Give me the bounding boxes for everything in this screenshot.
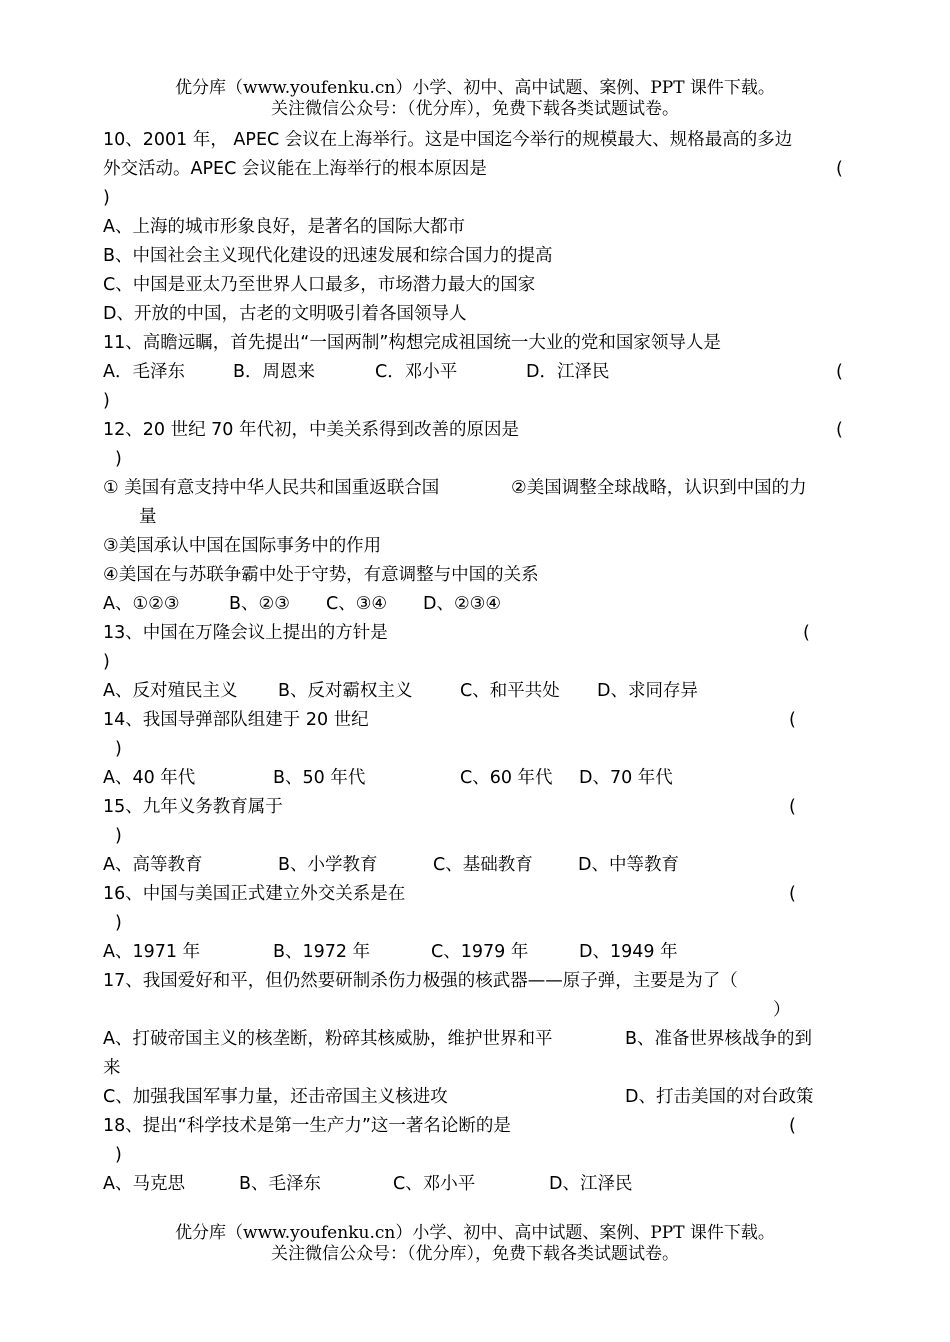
q13-option-d: D、求同存异 <box>597 681 698 701</box>
q16-paren-close: ) <box>115 913 122 933</box>
q13-stem <box>103 619 845 648</box>
q11-option-c: C．邓小平 <box>375 362 458 382</box>
q13-option-b: B、反对霸权主义 <box>278 681 413 701</box>
q17-paren-line <box>103 996 845 1025</box>
q14-option-c: C、60 年代 <box>460 768 553 788</box>
footer-line-2: 关注微信公众号：（优分库），免费下载各类试题试卷。 <box>271 1244 679 1264</box>
q15-stem-text: 15、九年义务教育属于 <box>103 797 283 817</box>
q12-paren-line <box>103 445 845 474</box>
q10-paren-close: ) <box>103 188 110 208</box>
q14-paren-open: ( <box>789 710 796 730</box>
q18-option-a: A、马克思 <box>103 1174 185 1194</box>
q17-option-c: C、加强我国军事力量，还击帝国主义核进攻 <box>103 1087 448 1107</box>
q10-option-a-text: A、上海的城市形象良好，是著名的国际大都市 <box>103 217 465 237</box>
q14-option-d: D、70 年代 <box>579 768 673 788</box>
q12-paren-close: ) <box>115 449 122 469</box>
q16-option-d: D、1949 年 <box>579 942 678 962</box>
q16-options <box>103 938 845 967</box>
q12-stem <box>103 416 845 445</box>
q10-stem-line-2 <box>103 155 845 184</box>
q18-option-c: C、邓小平 <box>393 1174 476 1194</box>
q16-paren-line <box>103 909 845 938</box>
q10-stem-line-1 <box>103 126 845 155</box>
q16-option-a: A、1971 年 <box>103 942 201 962</box>
q18-stem <box>103 1112 845 1141</box>
q17-option-a: A、打破帝国主义的核垄断，粉碎其核威胁，维护世界和平 <box>103 1029 553 1049</box>
q15-stem <box>103 793 845 822</box>
q11-options <box>103 358 845 387</box>
q15-options <box>103 851 845 880</box>
q12-stem-text: 12、20 世纪 70 年代初，中美关系得到改善的原因是 <box>103 420 519 440</box>
q13-paren-open: ( <box>803 623 810 643</box>
q18-options <box>103 1170 845 1199</box>
q14-stem-text: 14、我国导弹部队组建于 20 世纪 <box>103 710 369 730</box>
q12-item-4: ④美国在与苏联争霸中处于守势，有意调整与中国的关系 <box>103 565 539 585</box>
q14-paren-line <box>103 735 845 764</box>
q15-paren-open: ( <box>789 797 796 817</box>
q17-option-b-cont-line <box>103 1054 845 1083</box>
q16-paren-open: ( <box>789 884 796 904</box>
q18-option-d: D、江泽民 <box>549 1174 633 1194</box>
q12-paren-open: ( <box>836 420 843 440</box>
q10-stem-2: 外交活动。APEC 会议能在上海举行的根本原因是 <box>103 159 487 179</box>
q18-paren-close: ) <box>115 1145 122 1165</box>
q10-option-d-text: D、开放的中国，古老的文明吸引着各国领导人 <box>103 304 467 324</box>
q14-stem <box>103 706 845 735</box>
q18-paren-open: ( <box>789 1116 796 1136</box>
q15-option-c: C、基础教育 <box>433 855 533 875</box>
q12-item-2-cont-line <box>103 503 845 532</box>
q11-paren-close: ) <box>103 391 110 411</box>
q13-paren-close: ) <box>103 652 110 672</box>
q10-option-c <box>103 271 845 300</box>
q18-stem-text: 18、提出“科学技术是第一生产力”这一著名论断的是 <box>103 1116 511 1136</box>
header-line-2: 关注微信公众号：（优分库），免费下载各类试题试卷。 <box>271 99 679 119</box>
q17-paren-close: ） <box>773 1000 791 1020</box>
q13-option-a: A、反对殖民主义 <box>103 681 238 701</box>
q10-paren-line <box>103 184 845 213</box>
q11-option-d: D．江泽民 <box>526 362 610 382</box>
q12-items-1-2 <box>103 474 845 503</box>
q15-paren-close: ) <box>115 826 122 846</box>
q17-options-a-b <box>103 1025 845 1054</box>
q11-stem <box>103 329 845 358</box>
q17-option-b-cont: 来 <box>103 1058 121 1078</box>
q10-stem-1: 10、2001 年， APEC 会议在上海举行。这是中国迄今举行的规模最大、规格最高的多边 <box>103 130 793 150</box>
q15-option-b: B、小学教育 <box>278 855 378 875</box>
q12-option-c: C、③④ <box>326 594 388 614</box>
q17-stem-text: 17、我国爱好和平，但仍然要研制杀伤力极强的核武器——原子弹，主要是为了（ <box>103 971 738 991</box>
q12-option-a: A、①②③ <box>103 594 180 614</box>
q11-paren-open: ( <box>836 362 843 382</box>
q18-paren-line <box>103 1141 845 1170</box>
q16-stem <box>103 880 845 909</box>
q10-option-b <box>103 242 845 271</box>
q10-paren-open: ( <box>836 159 843 179</box>
q17-options-c-d <box>103 1083 845 1112</box>
header-line-1: 优分库（www.youfenku.cn）小学、初中、高中试题、案例、PPT 课件下载。 <box>175 78 775 98</box>
q10-option-b-text: B、中国社会主义现代化建设的迅速发展和综合国力的提高 <box>103 246 553 266</box>
footer-line-1: 优分库（www.youfenku.cn）小学、初中、高中试题、案例、PPT 课件下载。 <box>175 1223 775 1243</box>
page-header <box>0 78 950 120</box>
q12-options <box>103 590 845 619</box>
q12-option-d: D、②③④ <box>423 594 502 614</box>
q17-option-d: D、打击美国的对台政策 <box>625 1087 814 1107</box>
q12-item-3: ③美国承认中国在国际事务中的作用 <box>103 536 382 556</box>
q13-paren-line <box>103 648 845 677</box>
q12-item-2: ②美国调整全球战略，认识到中国的力 <box>511 478 807 498</box>
q13-stem-text: 13、中国在万隆会议上提出的方针是 <box>103 623 388 643</box>
q15-option-a: A、高等教育 <box>103 855 203 875</box>
q12-option-b: B、②③ <box>229 594 290 614</box>
q13-options <box>103 677 845 706</box>
q11-paren-line <box>103 387 845 416</box>
q16-option-c: C、1979 年 <box>431 942 529 962</box>
q14-option-b: B、50 年代 <box>273 768 366 788</box>
q12-item-3-line <box>103 532 845 561</box>
q14-option-a: A、40 年代 <box>103 768 196 788</box>
q15-paren-line <box>103 822 845 851</box>
q12-item-2-cont: 量 <box>139 507 157 527</box>
q11-stem-text: 11、高瞻远瞩，首先提出“一国两制”构想完成祖国统一大业的党和国家领导人是 <box>103 333 721 353</box>
q16-stem-text: 16、中国与美国正式建立外交关系是在 <box>103 884 406 904</box>
page-footer <box>0 1223 950 1265</box>
q10-option-a <box>103 213 845 242</box>
q11-option-a: A．毛泽东 <box>103 362 185 382</box>
q12-item-1: ① 美国有意支持中华人民共和国重返联合国 <box>103 478 440 498</box>
q17-option-b: B、准备世界核战争的到 <box>625 1029 813 1049</box>
q18-option-b: B、毛泽东 <box>239 1174 322 1194</box>
q10-option-c-text: C、中国是亚太乃至世界人口最多，市场潜力最大的国家 <box>103 275 536 295</box>
q16-option-b: B、1972 年 <box>273 942 371 962</box>
q15-option-d: D、中等教育 <box>578 855 679 875</box>
q10-option-d <box>103 300 845 329</box>
q14-options <box>103 764 845 793</box>
q13-option-c: C、和平共处 <box>460 681 560 701</box>
q17-stem <box>103 967 845 996</box>
question-content <box>103 126 845 1199</box>
q12-item-4-line <box>103 561 845 590</box>
q14-paren-close: ) <box>115 739 122 759</box>
q11-option-b: B．周恩来 <box>233 362 316 382</box>
